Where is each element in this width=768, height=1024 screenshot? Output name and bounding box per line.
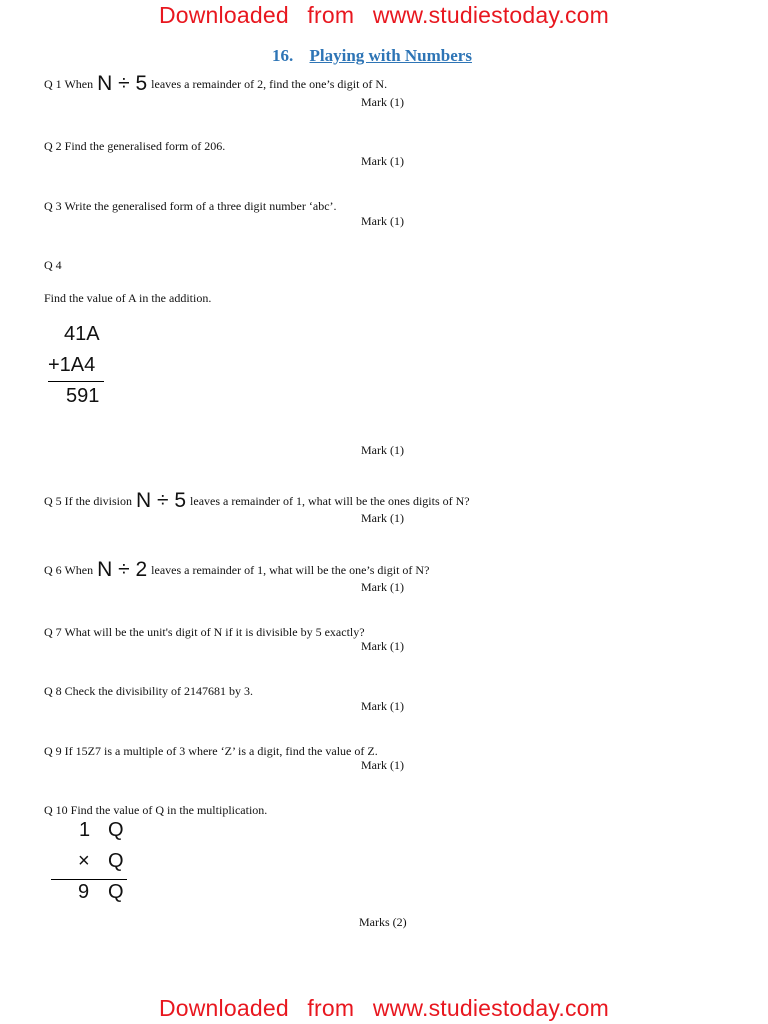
q4-result: 591 [66, 385, 100, 407]
q1-math: N ÷ 5 [97, 72, 148, 95]
question-1 [44, 72, 387, 96]
question-6 [44, 558, 429, 582]
banner-word-downloaded: Downloaded [158, 2, 289, 28]
question-8: Q 8 Check the divisibility of 2147681 by 3. [44, 684, 253, 698]
q10-times-sign: × [78, 850, 90, 872]
question-4-label: Q 4 [44, 258, 62, 272]
q8-mark: Mark (1) [361, 699, 404, 713]
banner-url[interactable]: www.studiestoday.com [372, 2, 610, 28]
q10-row3-digit: 9 [78, 881, 90, 903]
q6-suffix: leaves a remainder of 1, what will be the one’s digit of N? [151, 563, 430, 577]
question-10: Q 10 Find the value of Q in the multiplication. [44, 803, 268, 817]
q5-prefix: Q 5 If the division [44, 494, 132, 508]
footer-url[interactable]: www.studiestoday.com [372, 995, 610, 1021]
q1-prefix: Q 1 When [44, 77, 94, 91]
q10-row1-q: Q [108, 819, 124, 841]
q5-math: N ÷ 5 [136, 489, 187, 512]
chapter-heading [272, 46, 472, 66]
q7-mark: Mark (1) [361, 639, 404, 653]
question-4: Find the value of A in the addition. [44, 291, 212, 305]
q10-mark: Marks (2) [359, 915, 407, 929]
q4-addend-1: 41A [64, 323, 100, 345]
q4-sum-line [48, 381, 104, 382]
chapter-number: 16. [272, 46, 294, 65]
q10-row1-digit: 1 [79, 819, 91, 841]
question-2: Q 2 Find the generalised form of 206. [44, 139, 226, 153]
q3-mark: Mark (1) [361, 214, 404, 228]
q6-math: N ÷ 2 [97, 558, 148, 581]
footer-banner [0, 995, 768, 1022]
q6-mark: Mark (1) [361, 580, 404, 594]
q4-addend-2: +1A4 [48, 354, 96, 376]
q10-row3-q: Q [108, 881, 124, 903]
q1-suffix: leaves a remainder of 2, find the one’s digit of N. [151, 77, 388, 91]
q2-mark: Mark (1) [361, 154, 404, 168]
question-5 [44, 489, 470, 513]
footer-word-from: from [307, 995, 355, 1021]
q9-mark: Mark (1) [361, 758, 404, 772]
q4-mark: Mark (1) [361, 443, 404, 457]
q6-prefix: Q 6 When [44, 563, 94, 577]
question-7: Q 7 What will be the unit's digit of N if it is divisible by 5 exactly? [44, 625, 365, 639]
banner-word-from: from [307, 2, 355, 28]
header-banner [0, 2, 768, 29]
question-9: Q 9 If 15Z7 is a multiple of 3 where ‘Z’ is a digit, find the value of Z. [44, 744, 378, 758]
chapter-title[interactable]: Playing with Numbers [309, 46, 472, 65]
question-3: Q 3 Write the generalised form of a three digit number ‘abc’. [44, 199, 337, 213]
q10-row2-q: Q [108, 850, 124, 872]
q10-product-line [51, 879, 127, 880]
q5-mark: Mark (1) [361, 511, 404, 525]
q5-suffix: leaves a remainder of 1, what will be the ones digits of N? [190, 494, 470, 508]
q1-mark: Mark (1) [361, 95, 404, 109]
footer-word-downloaded: Downloaded [158, 995, 289, 1021]
